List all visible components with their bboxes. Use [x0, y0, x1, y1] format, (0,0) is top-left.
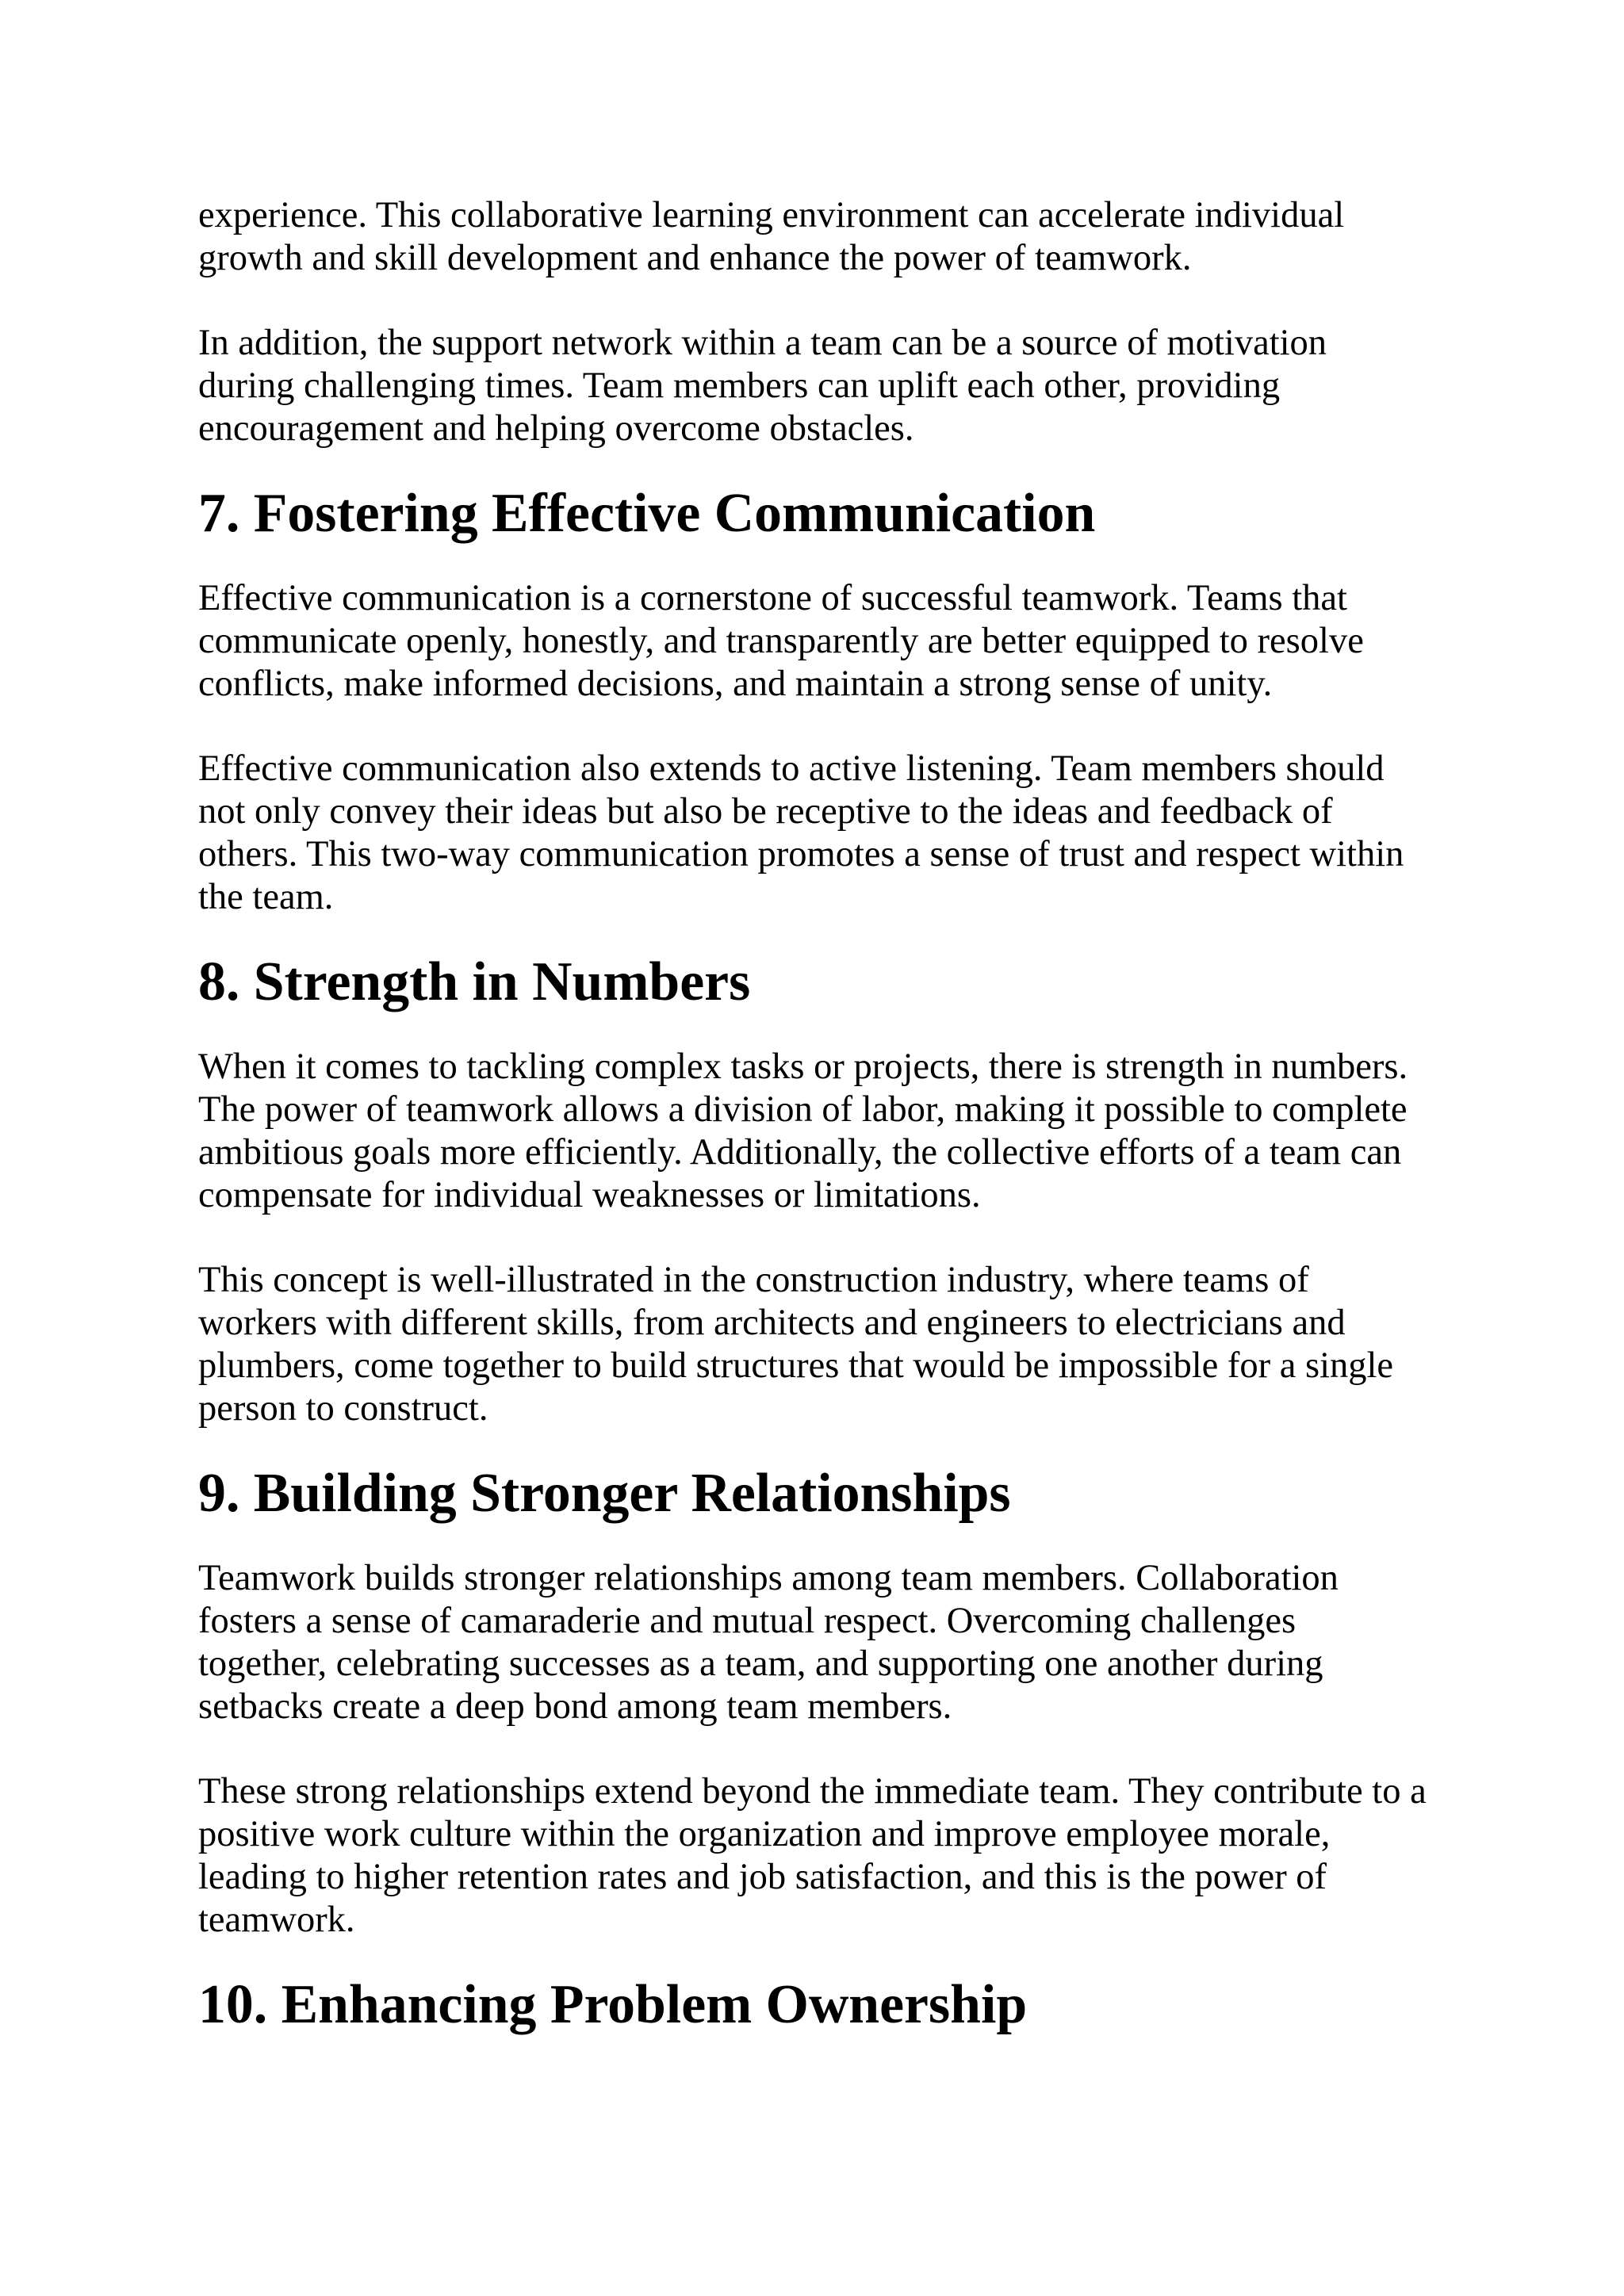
- text-line: setbacks create a deep bond among team members.: [198, 1686, 952, 1727]
- text-line: ambitious goals more efficiently. Additionally, the collective efforts of a team can: [198, 1132, 1402, 1173]
- text-line: Teamwork builds stronger relationships among team members. Collaboration: [198, 1558, 1339, 1598]
- text-line: together, celebrating successes as a team, and supporting one another during: [198, 1644, 1323, 1684]
- paragraph-construction-industry: [198, 1259, 1451, 1430]
- text-line: others. This two-way communication promotes a sense of trust and respect within: [198, 834, 1404, 874]
- section-heading-7: [198, 483, 1451, 544]
- text-line: conflicts, make informed decisions, and maintain a strong sense of unity.: [198, 664, 1273, 704]
- text-line: Effective communication also extends to active listening. Team members should: [198, 748, 1385, 789]
- section-heading-9: [198, 1463, 1451, 1524]
- text-line: This concept is well-illustrated in the construction industry, where teams of: [198, 1260, 1309, 1300]
- text-line: In addition, the support network within a team can be a source of motivation: [198, 323, 1327, 363]
- text-line: When it comes to tackling complex tasks or projects, there is strength in numbers.: [198, 1047, 1408, 1087]
- text-line: experience. This collaborative learning environment can accelerate individual: [198, 195, 1345, 235]
- text-line: The power of teamwork allows a division of labor, making it possible to complete: [198, 1089, 1408, 1130]
- text-line: Effective communication is a cornerstone of successful teamwork. Teams that: [198, 578, 1347, 618]
- paragraph-collaborative-learning: [198, 194, 1451, 280]
- text-line: leading to higher retention rates and job satisfaction, and this is the power of: [198, 1857, 1327, 1897]
- text-line: communicate openly, honestly, and transparently are better equipped to resolve: [198, 621, 1364, 661]
- paragraph-stronger-relationships: [198, 1557, 1451, 1728]
- heading-text: 8. Strength in Numbers: [198, 951, 751, 1012]
- text-line: person to construct.: [198, 1388, 488, 1429]
- text-line: during challenging times. Team members can uplift each other, providing: [198, 365, 1281, 406]
- text-line: positive work culture within the organization and improve employee morale,: [198, 1814, 1331, 1854]
- heading-text: 9. Building Stronger Relationships: [198, 1463, 1011, 1524]
- paragraph-strength-in-numbers: [198, 1046, 1451, 1217]
- paragraph-support-network: [198, 322, 1451, 450]
- paragraph-active-listening: [198, 748, 1451, 919]
- text-line: encouragement and helping overcome obstacles.: [198, 408, 914, 449]
- text-line: growth and skill development and enhance the power of teamwork.: [198, 238, 1192, 278]
- heading-text: 10. Enhancing Problem Ownership: [198, 1974, 1028, 2035]
- paragraph-effective-communication: [198, 577, 1451, 706]
- text-line: plumbers, come together to build structures that would be impossible for a single: [198, 1345, 1394, 1386]
- text-line: These strong relationships extend beyond the immediate team. They contribute to a: [198, 1771, 1427, 1812]
- text-line: the team.: [198, 877, 334, 917]
- heading-text: 7. Fostering Effective Communication: [198, 483, 1096, 544]
- section-heading-10: [198, 1974, 1451, 2035]
- paragraph-work-culture: [198, 1770, 1451, 1942]
- text-line: workers with different skills, from architects and engineers to electricians and: [198, 1303, 1346, 1343]
- text-line: compensate for individual weaknesses or limitations.: [198, 1175, 981, 1215]
- text-line: not only convey their ideas but also be receptive to the ideas and feedback of: [198, 791, 1333, 832]
- text-line: teamwork.: [198, 1900, 355, 1940]
- text-line: fosters a sense of camaraderie and mutual respect. Overcoming challenges: [198, 1601, 1297, 1641]
- section-heading-8: [198, 951, 1451, 1012]
- document-page: [198, 194, 1451, 2068]
